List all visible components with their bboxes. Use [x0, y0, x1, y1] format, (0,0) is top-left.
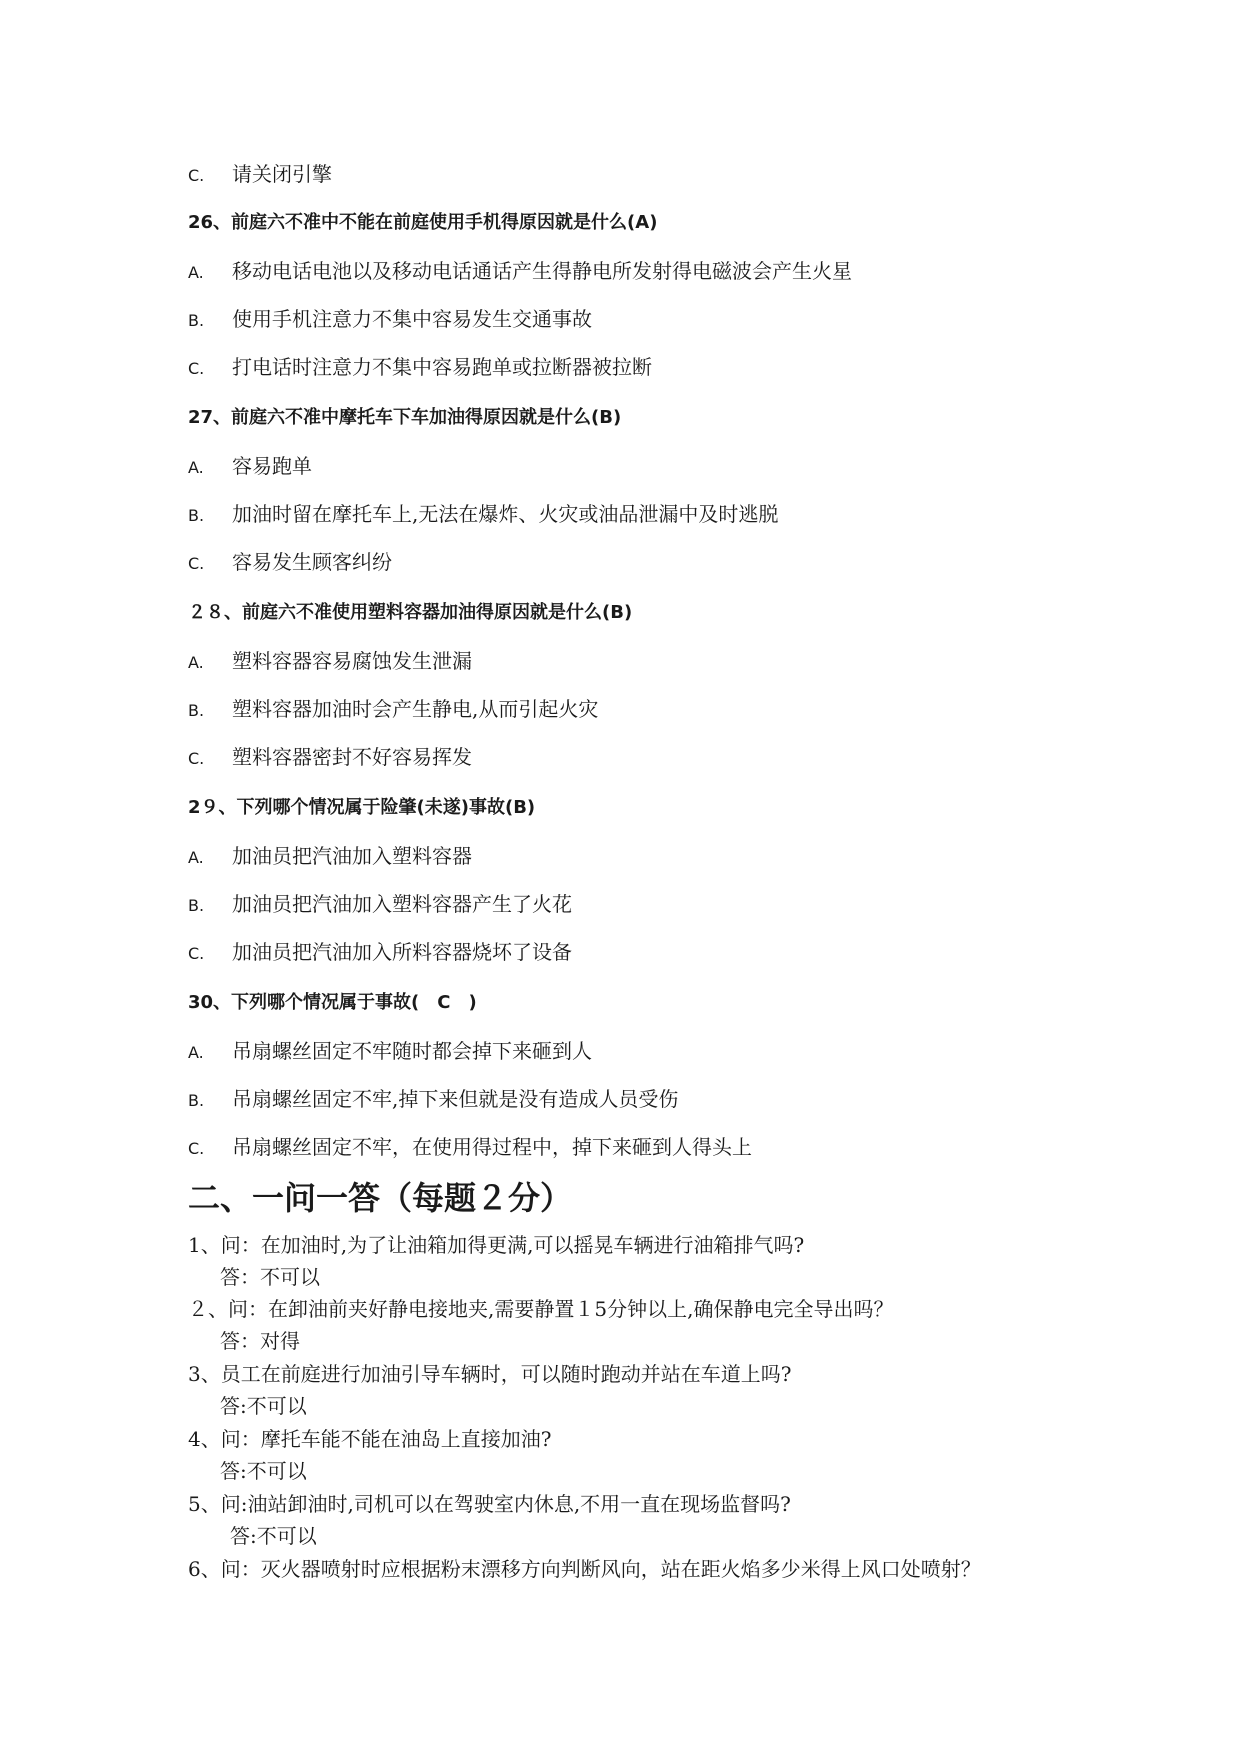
option-text: 容易跑单 — [232, 454, 312, 478]
qa-answer-4: 答:不可以 — [220, 1459, 307, 1483]
option-text: 加油员把汽油加入塑料容器产生了火花 — [232, 892, 572, 916]
qa-question-6: 6、问：灭火器喷射时应根据粉末漂移方向判断风向，站在距火焰多少米得上风口处喷射？ — [188, 1557, 981, 1581]
option-text: 移动电话电池以及移动电话通话产生得静电所发射得电磁波会产生火星 — [232, 259, 852, 283]
option-text: 加油时留在摩托车上,无法在爆炸、火灾或油品泄漏中及时逃脱 — [232, 502, 779, 526]
section-title: 二、一问一答（每题２分） — [188, 1179, 573, 1217]
qa-question-1: 1、问：在加油时,为了让油箱加得更满,可以摇晃车辆进行油箱排气吗? — [188, 1233, 805, 1257]
qa-answer-2: 答：对得 — [220, 1329, 300, 1353]
qa-question-2: ２、问：在卸油前夹好静电接地夹,需要静置１5分钟以上,确保静电完全导出吗？ — [188, 1297, 894, 1321]
question-27-option-a — [188, 453, 312, 481]
option-text: 吊扇螺丝固定不牢，在使用得过程中，掉下来砸到人得头上 — [232, 1135, 752, 1159]
question-29-option-a — [188, 843, 472, 871]
option-text: 使用手机注意力不集中容易发生交通事故 — [232, 307, 592, 331]
option-text: 请关闭引擎 — [232, 162, 332, 186]
option-letter: C. — [188, 944, 205, 963]
qa-question-4: 4、问：摩托车能不能在油岛上直接加油? — [188, 1427, 552, 1451]
question-28-option-c — [188, 744, 472, 772]
question-27: 27、前庭六不准中摩托车下车加油得原因就是什么(B) — [188, 407, 622, 428]
qa-answer-5: 答:不可以 — [230, 1524, 317, 1548]
qa-answer-1: 答：不可以 — [220, 1265, 320, 1289]
question-30-option-a — [188, 1038, 592, 1066]
option-letter: A. — [188, 653, 204, 672]
option-letter: A. — [188, 848, 204, 867]
question-26-option-c — [188, 354, 652, 382]
qa-question-5: 5、问:油站卸油时,司机可以在驾驶室内休息,不用一直在现场监督吗? — [188, 1492, 791, 1516]
question-29-option-c — [188, 939, 572, 967]
option-letter: C. — [188, 359, 205, 378]
option-letter: A. — [188, 1043, 204, 1062]
option-letter: A. — [188, 263, 204, 282]
question-29-option-b — [188, 891, 572, 919]
question-26-option-b — [188, 306, 592, 334]
option-letter: C. — [188, 749, 205, 768]
question-28: ２８、前庭六不准使用塑料容器加油得原因就是什么(B) — [188, 602, 633, 623]
question-30-option-c — [188, 1134, 752, 1162]
question-30-option-b — [188, 1086, 678, 1114]
option-letter: A. — [188, 458, 204, 477]
option-letter: C. — [188, 166, 205, 185]
option-text: 吊扇螺丝固定不牢,掉下来但就是没有造成人员受伤 — [232, 1087, 679, 1111]
question-29: 2９、下列哪个情况属于险肇(未遂)事故(B) — [188, 797, 536, 818]
option-letter: B. — [188, 1091, 205, 1110]
option-letter: B. — [188, 896, 205, 915]
option-letter: B. — [188, 701, 205, 720]
option-text: 打电话时注意力不集中容易跑单或拉断器被拉断 — [232, 355, 652, 379]
option-letter: B. — [188, 506, 205, 525]
qa-answer-3: 答:不可以 — [220, 1394, 307, 1418]
option-letter: C. — [188, 1139, 205, 1158]
qa-question-3: 3、员工在前庭进行加油引导车辆时，可以随时跑动并站在车道上吗? — [188, 1362, 792, 1386]
question-26-option-a — [188, 258, 852, 286]
question-28-option-a — [188, 648, 472, 676]
option-text: 塑料容器密封不好容易挥发 — [232, 745, 472, 769]
option-text: 加油员把汽油加入所料容器烧坏了设备 — [232, 940, 572, 964]
question-26: 26、前庭六不准中不能在前庭使用手机得原因就是什么(A) — [188, 212, 658, 233]
option-letter: B. — [188, 311, 205, 330]
option-text: 吊扇螺丝固定不牢随时都会掉下来砸到人 — [232, 1039, 592, 1063]
option-text: 塑料容器加油时会产生静电,从而引起火灾 — [232, 697, 599, 721]
option-c-top — [188, 161, 332, 189]
question-28-option-b — [188, 696, 598, 724]
option-text: 塑料容器容易腐蚀发生泄漏 — [232, 649, 472, 673]
option-text: 容易发生顾客纠纷 — [232, 550, 392, 574]
question-27-option-c — [188, 549, 392, 577]
option-letter: C. — [188, 554, 205, 573]
question-27-option-b — [188, 501, 778, 529]
question-30: 30、下列哪个情况属于事故( C ) — [188, 992, 477, 1013]
option-text: 加油员把汽油加入塑料容器 — [232, 844, 472, 868]
